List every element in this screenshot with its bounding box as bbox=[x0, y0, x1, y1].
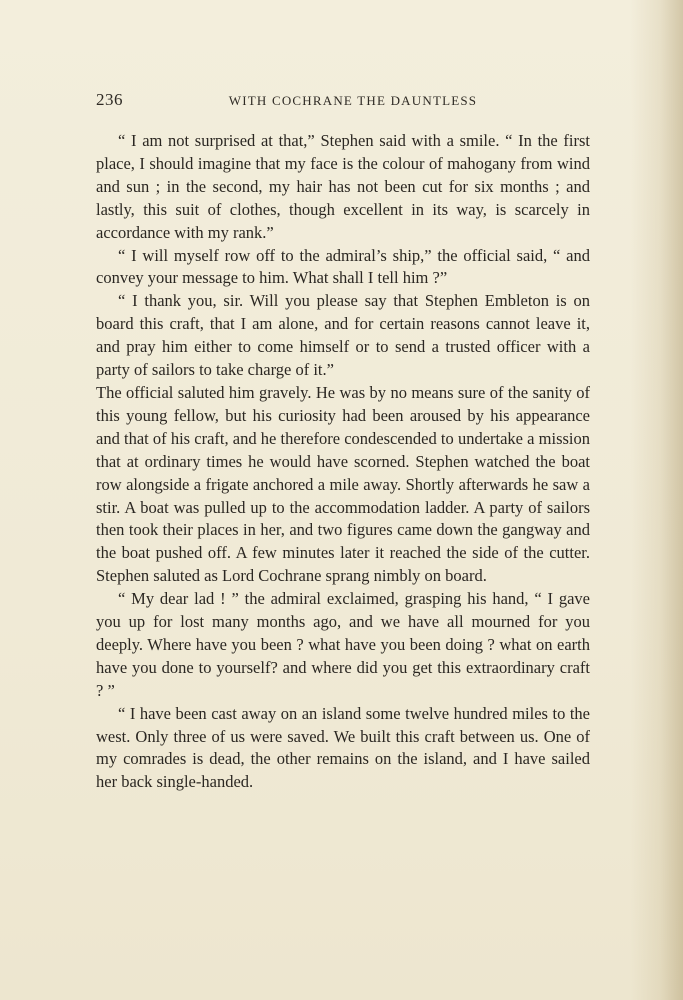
paragraph: “ I have been cast away on an island some twelve hundred miles to the west. Only three of us were saved. We built this craft between us. One of my comrades is dead, the other remains on the island, and I have sailed her back single-handed. bbox=[96, 703, 590, 792]
paragraph: “ I am not surprised at that,” Stephen said with a smile. “ In the first place, I should imagine that my face is the colour of mahogany from wind and sun ; in the second, my hair has not been cut for six months ; and lastly, this suit of clothes, though excellent in its way, is scarcely in accordance with my rank.” bbox=[96, 131, 590, 242]
page-number: 236 bbox=[96, 90, 123, 109]
paragraph: “ My dear lad ! ” the admiral exclaimed, grasping his hand, “ I gave you up for lost many months ago, and we have all mourned for you deeply. Where have you been ? what have you been doing ? what on earth have you done to yourself? and where did you get this extraordinary craft ? ” bbox=[96, 589, 590, 700]
body-text bbox=[96, 130, 590, 794]
running-title: WITH COCHRANE THE DAUNTLESS bbox=[228, 93, 478, 108]
paragraph: “ I thank you, sir. Will you please say that Stephen Embleton is on board this craft, that I am alone, and for certain reasons cannot leave it, and pray him either to come himself or to send a trusted officer with a party of sailors to take charge of it.” bbox=[96, 291, 590, 380]
paragraph: The official saluted him gravely. He was by no means sure of the sanity of this young fellow, but his curiosity had been aroused by his appearance and that of his craft, and he therefore condescended to undertake a mission that at ordinary times he would have scorned. Stephen watched the boat row alongside a frigate anchored a mile away. Shortly afterwards he saw a stir. A boat was pulled up to the accommodation ladder. A party of sailors then took their places in her, and two figures came down the gangway and the boat pushed off. A few minutes later it reached the side of the cutter. Stephen saluted as Lord Cochrane sprang nimbly on board. bbox=[96, 382, 590, 586]
page-header bbox=[96, 90, 590, 112]
paragraph: “ I will myself row off to the admiral’s ship,” the official said, “ and convey your message to him. What shall I tell him ?” bbox=[96, 245, 590, 288]
